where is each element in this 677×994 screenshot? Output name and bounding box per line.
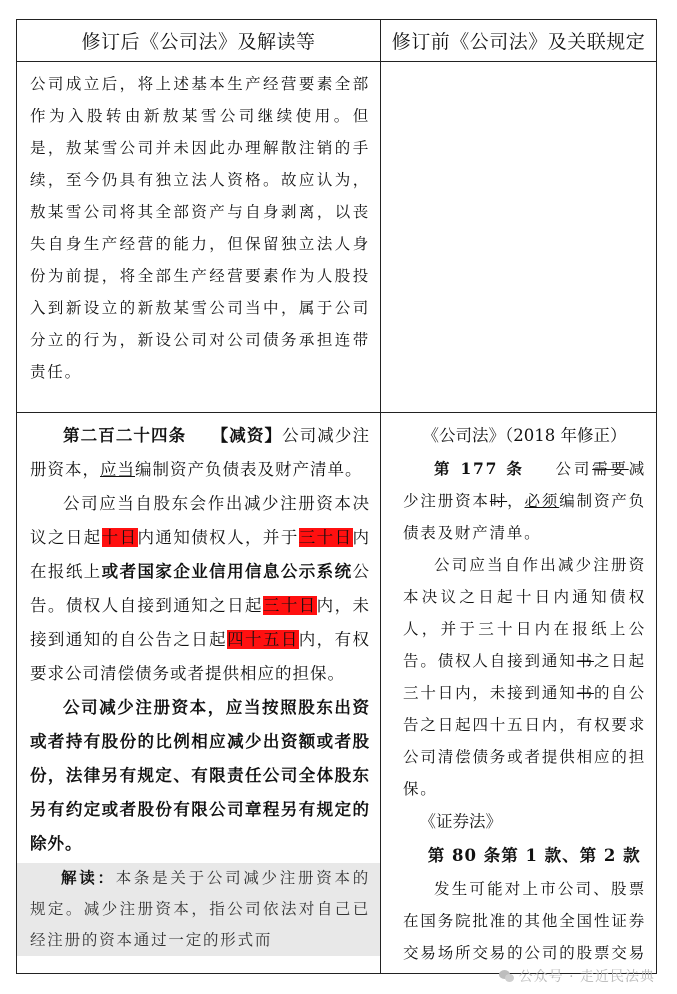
text-run: 减少注册资本 xyxy=(403,460,646,510)
underlined-text: 必须 xyxy=(524,492,560,510)
text-run: 公司 xyxy=(555,460,593,478)
row2-left-cell xyxy=(17,413,381,973)
table-header xyxy=(17,20,656,62)
article-177-paragraph-1 xyxy=(403,453,646,549)
highlight-thirty-days: 三十日 xyxy=(298,528,353,547)
text-run: 编制资产负债表及财产清单。 xyxy=(135,460,363,479)
law-title-company-law: 《公司法》（2018 年修正） xyxy=(422,426,627,445)
text-run: 内，未接到通知的自公告之日起 xyxy=(30,596,371,649)
article-177-number: 第 177 条 xyxy=(434,459,525,478)
row2-right-cell xyxy=(381,413,656,973)
table-row xyxy=(17,62,656,413)
text-run: 内通知债权人，并于 xyxy=(137,528,299,547)
header-revised: 修订后《公司法》及解读等 xyxy=(17,20,381,61)
header-original: 修订前《公司法》及关联规定 xyxy=(391,31,646,53)
underlined-text: 应当 xyxy=(100,460,135,479)
highlight-ten-days: 十日 xyxy=(101,528,138,547)
text-run: 的自公告之日起四十五日内，有权要求公司清偿债务或者提供相应的担保。 xyxy=(403,684,646,798)
text-run: 之日起三十日内，未接到通知 xyxy=(403,652,646,702)
text-run: 公司应当自股东会作出减少注册资本决议之日起 xyxy=(30,494,370,547)
highlight-thirty-days-2: 三十日 xyxy=(262,596,317,615)
article-224-paragraph-2 xyxy=(30,487,370,691)
deleted-text: 时 xyxy=(489,492,508,510)
table-row xyxy=(17,413,656,973)
text-run: ， xyxy=(507,492,525,510)
text-run: 内，有权要求公司清偿债务或者提供相应的担保。 xyxy=(30,630,371,683)
highlight-forty-five-days: 四十五日 xyxy=(227,630,299,649)
text-run: 公司减少注册资本， xyxy=(30,426,371,479)
row1-left-cell xyxy=(17,62,381,412)
article-80-text: 发生可能对上市公司、股票在国务院批准的其他全国性证券交易场所交易的公司的股票交易 xyxy=(403,880,646,962)
watermark-text: 公众号 · 走近民法典 xyxy=(518,969,655,985)
text-run: 公司应当自作出减少注册资本决议之日起十日内通知债权人，并于三十日内在报纸上公告。债权人自接到通知 xyxy=(403,556,646,670)
article-title: 【减资】 xyxy=(211,426,283,445)
interpretation-label: 解读： xyxy=(61,869,116,887)
comparison-table xyxy=(16,19,657,974)
article-177-paragraph-2 xyxy=(403,549,646,805)
watermark xyxy=(499,966,655,986)
bold-addition: 或者国家企业信用信息公示系统 xyxy=(101,562,353,581)
article-80-heading: 第 80 条第 1 款、第 2 款 xyxy=(427,846,641,865)
wechat-icon xyxy=(499,969,515,983)
row1-right-cell xyxy=(381,62,656,412)
article-number: 第二百二十四条 xyxy=(63,426,187,445)
law-title-securities-law: 《证券法》 xyxy=(419,812,502,831)
text-run: 公告。债权人自接到通知之日起 xyxy=(30,562,371,615)
article-224-paragraph-1 xyxy=(30,419,370,487)
interpretation-text: 本条是关于公司减少注册资本的规定。减少注册资本，指公司依法对自己已经注册的资本通过一定的形式而 xyxy=(30,869,371,949)
deleted-text: 需要 xyxy=(592,460,629,478)
article-224-paragraph-3: 公司减少注册资本，应当按照股东出资或者持有股份的比例相应减少出资额或者股份，法律另有规定、有限责任公司全体股东另有约定或者股份有限公司章程另有规定的除外。 xyxy=(30,698,370,853)
deleted-text: 书 xyxy=(576,652,594,670)
interpretation-block xyxy=(17,863,380,956)
text-run: 内在报纸上 xyxy=(30,528,371,581)
case-text: 公司成立后，将上述基本生产经营要素全部作为入股转由新敖某雪公司继续使用。但是，敖某雪公司并未因此办理解散注销的手续，至今仍具有独立法人资格。故应认为，敖某雪公司将其全部资产与自身剥离，以丧失自身生产经营的能力，但保留独立法人身份为前提，将全部生产经营要素作为人股投入到新设立的新敖某雪公司当中，属于公司分立的行为，新设公司对公司债务承担连带责任。 xyxy=(30,75,370,381)
text-run: 编制资产负债表及财产清单。 xyxy=(403,492,646,542)
deleted-text: 书 xyxy=(576,684,594,702)
